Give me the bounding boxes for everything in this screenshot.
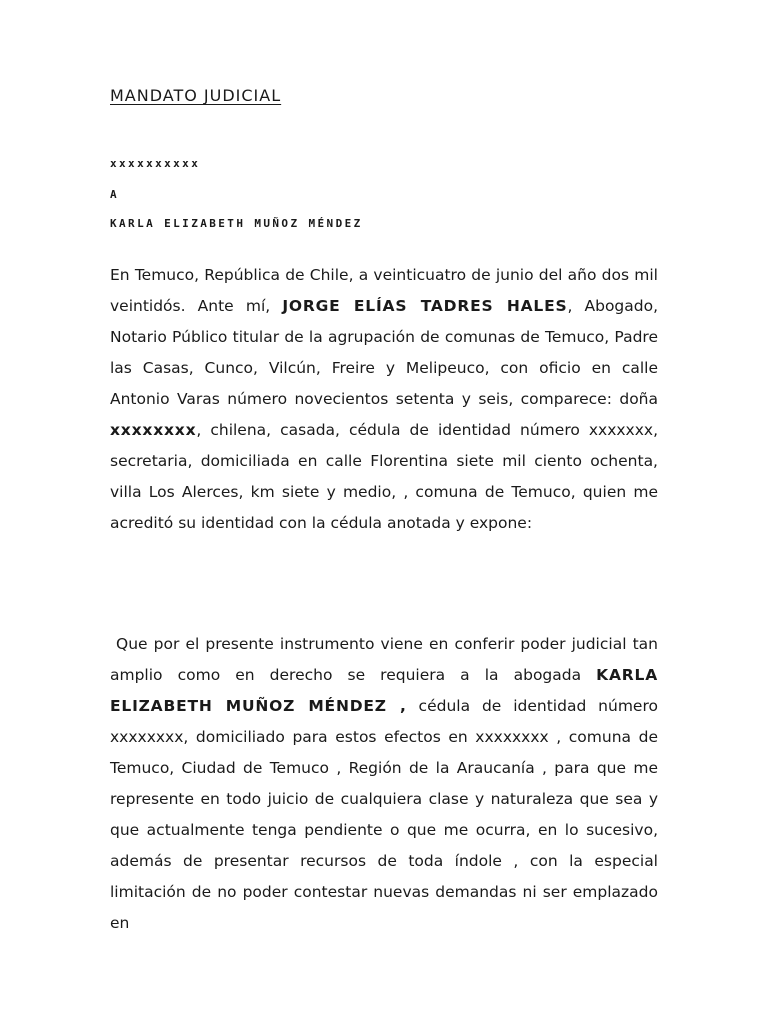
paragraph-text: , chilena, casada, cédula de identidad número xxxxxxx, secretaria, domiciliada en calle Florentina siete mil ciento ochenta, villa Los Alerces, km siete y medio, , comuna de Temuco, quien me acreditó su identidad con la cédula anotada y expone: bbox=[110, 421, 658, 532]
paragraph-comparecencia bbox=[110, 260, 658, 539]
notary-name: JORGE ELÍAS TADRES HALES bbox=[282, 297, 568, 315]
paragraph-text: cédula de identidad número xxxxxxxx, domiciliado para estos efectos en xxxxxxxx , comuna de Temuco, Ciudad de Temuco , Región de la Araucanía , para que me represente en todo juicio de cualquiera clase y naturaleza que sea y que actualmente tenga pendiente o que me ocurra, en lo sucesivo, además de presentar recursos de toda índole , con la especial limitación de no poder contestar nuevas demandas ni ser emplazado en bbox=[110, 697, 658, 932]
principal-party: xxxxxxxxxx bbox=[110, 157, 201, 170]
paragraph-text: , Abogado, Notario Público titular de la agrupación de comunas de Temuco, Padre las Casas, Cunco, Vilcún, Freire y Melipeuco, con oficio en calle Antonio Varas número novecientos setenta y seis, comparece: doña bbox=[110, 297, 659, 408]
paragraph-text: En Temuco, República de Chile, a veinticuatro de junio del año dos mil veintidós. Ante mí, bbox=[110, 266, 658, 315]
paragraph-poder bbox=[110, 629, 658, 939]
party-connector: A bbox=[110, 188, 120, 201]
agent-party: KARLA ELIZABETH MUÑOZ MÉNDEZ bbox=[110, 217, 363, 230]
paragraph-text: Que por el presente instrumento viene en conferir poder judicial tan amplio como en derecho se requiera a la abogada bbox=[110, 635, 658, 684]
attorney-name: KARLA ELIZABETH MUÑOZ MÉNDEZ , bbox=[110, 666, 658, 715]
appearing-party-name: xxxxxxxx bbox=[110, 421, 197, 439]
document-title: MANDATO JUDICIAL bbox=[110, 86, 282, 105]
